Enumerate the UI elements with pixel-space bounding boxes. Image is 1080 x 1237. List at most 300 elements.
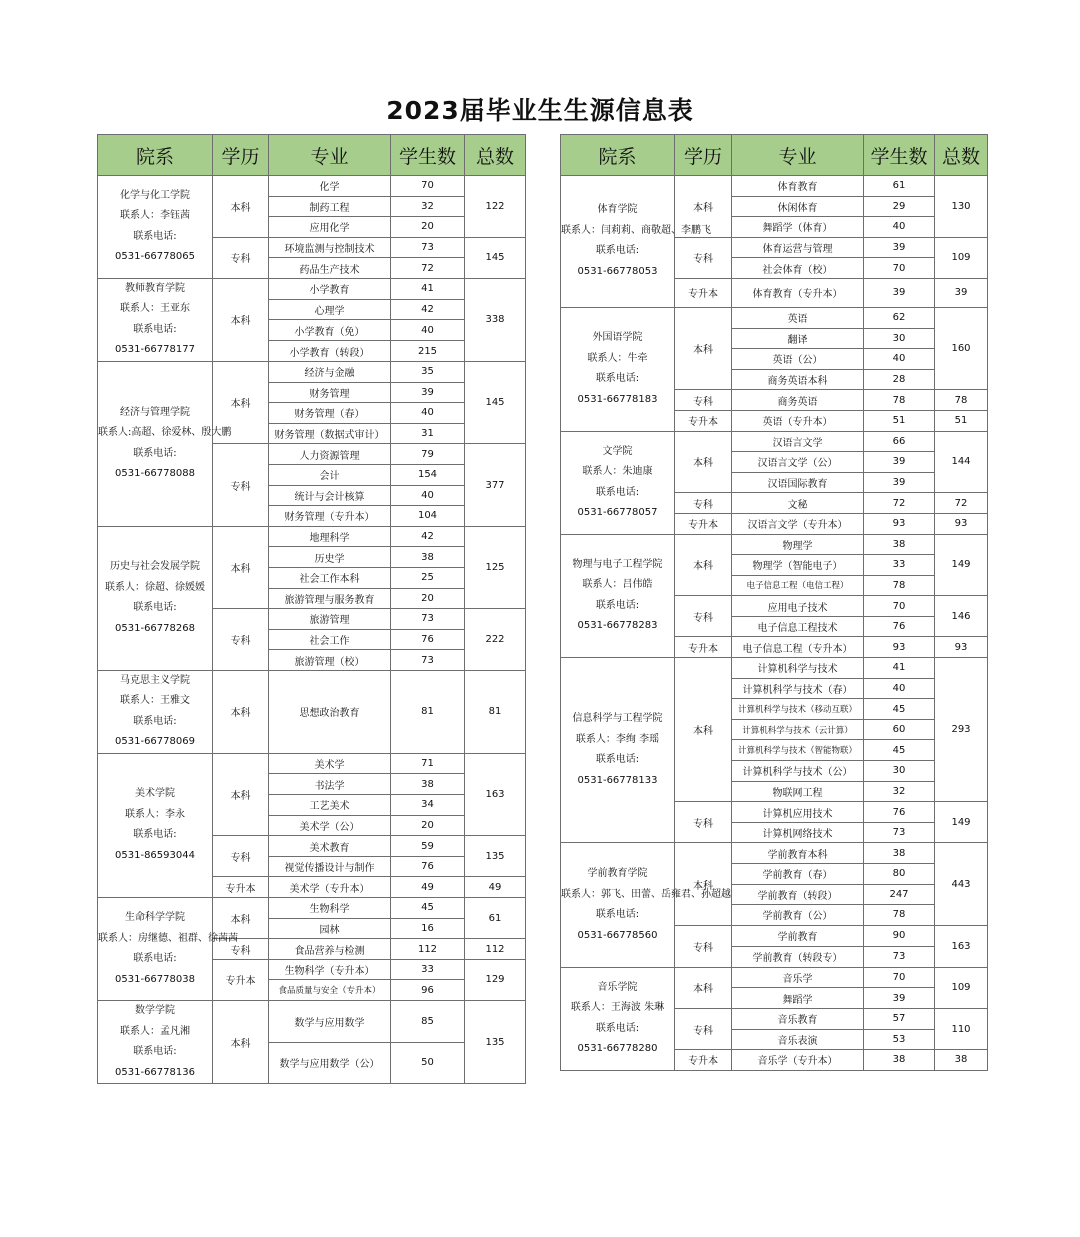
- college-cell: [98, 526, 213, 670]
- major-cell: 汉语言文学: [732, 431, 864, 452]
- total-cell: 222: [465, 609, 526, 671]
- major-cell: 美术教育: [269, 836, 391, 857]
- students-cell: 72: [864, 493, 935, 514]
- level-cell: 本科: [675, 967, 732, 1008]
- major-cell: 电子信息工程（专升本）: [732, 637, 864, 658]
- major-cell: 工艺美术: [269, 795, 391, 816]
- college-line: 联系人：王亚东: [120, 303, 190, 315]
- college-line: 0531-66778177: [115, 344, 195, 356]
- college-line: 联系人：房继德、祖群、徐茜茜: [98, 932, 238, 944]
- major-cell: 旅游管理（校）: [269, 650, 391, 671]
- major-cell: 计算机科学与技术: [732, 658, 864, 679]
- major-cell: 英语: [732, 307, 864, 328]
- college-line: 联系人：李永: [125, 808, 185, 820]
- students-cell: 73: [391, 650, 465, 671]
- header-students: 学生数: [391, 135, 465, 176]
- students-cell: 78: [864, 575, 935, 596]
- college-line: 联系电话:: [133, 829, 177, 841]
- college-line: 联系电话:: [595, 599, 640, 611]
- students-cell: 39: [391, 382, 465, 403]
- major-cell: 汉语言文学（专升本）: [732, 513, 864, 534]
- total-cell: 145: [465, 361, 526, 443]
- major-cell: 心理学: [269, 299, 391, 320]
- college-line: 数学学院: [135, 1005, 175, 1016]
- major-cell: 统计与会计核算: [269, 485, 391, 506]
- total-cell: 163: [935, 925, 988, 967]
- total-cell: 61: [465, 898, 526, 939]
- college-line: 0531-66778268: [115, 622, 195, 634]
- table-row: [561, 843, 988, 864]
- total-cell: 377: [465, 444, 526, 526]
- college-line: 马克思主义学院: [120, 674, 190, 686]
- students-cell: 38: [391, 774, 465, 795]
- college-line: 联系电话:: [595, 754, 640, 766]
- college-line: 0531-66778088: [115, 468, 195, 480]
- students-cell: 85: [391, 1001, 465, 1043]
- major-cell: 视觉传播设计与制作: [269, 856, 391, 877]
- students-cell: 93: [864, 513, 935, 534]
- total-cell: 338: [465, 278, 526, 361]
- total-cell: 125: [465, 526, 526, 608]
- major-cell: 学前教育（公）: [732, 905, 864, 926]
- students-cell: 40: [391, 320, 465, 341]
- major-cell: 音乐教育: [732, 1008, 864, 1029]
- students-cell: 33: [391, 959, 465, 980]
- college-line: 联系人：闫莉莉、商敬超、李鹏飞: [561, 224, 711, 236]
- students-cell: 73: [391, 609, 465, 630]
- level-cell: 专科: [213, 836, 269, 877]
- students-cell: 70: [864, 258, 935, 279]
- college-cell: [561, 967, 675, 1070]
- major-cell: 环境监测与控制技术: [269, 237, 391, 258]
- students-cell: 40: [391, 403, 465, 424]
- college-cell: [561, 431, 675, 534]
- students-cell: 93: [864, 637, 935, 658]
- level-cell: 本科: [213, 1001, 269, 1084]
- students-cell: 20: [391, 815, 465, 836]
- table-row: [561, 431, 988, 452]
- students-cell: 50: [391, 1042, 465, 1084]
- level-cell: 本科: [675, 431, 732, 493]
- students-cell: 40: [864, 349, 935, 370]
- table-row: [98, 526, 526, 547]
- college-line: 美术学院: [135, 788, 175, 800]
- header-level: 学历: [213, 135, 269, 176]
- level-cell: 本科: [675, 534, 732, 596]
- college-line: 0531-66778057: [577, 507, 658, 519]
- major-cell: 美术学: [269, 753, 391, 774]
- major-cell: 音乐学（专升本）: [732, 1050, 864, 1071]
- students-cell: 28: [864, 369, 935, 390]
- college-line: 联系电话:: [595, 1022, 640, 1034]
- major-cell: 物理学（智能电子）: [732, 555, 864, 576]
- total-cell: 135: [465, 836, 526, 877]
- college-line: 联系人：王雅文: [120, 695, 190, 707]
- students-cell: 33: [864, 555, 935, 576]
- students-cell: 35: [391, 361, 465, 382]
- major-cell: 旅游管理: [269, 609, 391, 630]
- major-cell: 药品生产技术: [269, 258, 391, 279]
- college-line: 联系人：郭飞、田蕾、岳雍君、孙超越: [561, 888, 731, 900]
- students-cell: 73: [391, 237, 465, 258]
- level-cell: 本科: [213, 278, 269, 361]
- college-line: 联系电话:: [133, 323, 177, 335]
- students-cell: 40: [864, 678, 935, 699]
- students-cell: 59: [391, 836, 465, 857]
- level-cell: 本科: [675, 843, 732, 925]
- major-cell: 财务管理（春）: [269, 403, 391, 424]
- table-row: [561, 658, 988, 679]
- college-line: 0531-66778038: [115, 973, 195, 985]
- students-cell: 42: [391, 526, 465, 547]
- major-cell: 小学教育（转段）: [269, 341, 391, 362]
- major-cell: 汉语国际教育: [732, 472, 864, 493]
- major-cell: 英语（专升本）: [732, 410, 864, 431]
- major-cell: 小学教育（免）: [269, 320, 391, 341]
- total-cell: 78: [935, 390, 988, 411]
- college-line: 0531-66778280: [577, 1043, 658, 1055]
- students-cell: 61: [864, 176, 935, 197]
- level-cell: 专科: [213, 609, 269, 671]
- level-cell: 专升本: [213, 877, 269, 898]
- major-cell: 食品质量与安全（专升本）: [269, 980, 391, 1001]
- total-cell: 129: [465, 959, 526, 1000]
- students-cell: 32: [864, 781, 935, 802]
- major-cell: 思想政治教育: [269, 670, 391, 753]
- college-line: 联系电话:: [133, 230, 177, 242]
- students-cell: 76: [391, 629, 465, 650]
- total-cell: 122: [465, 176, 526, 238]
- college-line: 0531-66778069: [115, 736, 195, 748]
- college-line: 联系电话:: [133, 602, 177, 614]
- level-cell: 本科: [213, 898, 269, 939]
- major-cell: 地理科学: [269, 526, 391, 547]
- college-line: 0531-66778183: [577, 393, 658, 405]
- major-cell: 财务管理（专升本）: [269, 506, 391, 527]
- students-cell: 79: [391, 444, 465, 465]
- major-cell: 体育运营与管理: [732, 237, 864, 258]
- major-cell: 学前教育（春）: [732, 864, 864, 885]
- students-cell: 40: [391, 485, 465, 506]
- major-cell: 应用化学: [269, 217, 391, 238]
- students-cell: 73: [864, 822, 935, 843]
- major-cell: 计算机应用技术: [732, 802, 864, 823]
- students-cell: 39: [864, 452, 935, 473]
- students-cell: 45: [864, 699, 935, 720]
- college-line: 0531-66778053: [577, 265, 658, 277]
- college-line: 学前教育学院: [587, 868, 648, 880]
- students-cell: 78: [864, 390, 935, 411]
- students-cell: 38: [864, 534, 935, 555]
- students-cell: 215: [391, 341, 465, 362]
- major-cell: 财务管理: [269, 382, 391, 403]
- college-line: 化学与化工学院: [120, 189, 190, 201]
- major-cell: 计算机科学与技术（移动互联）: [732, 699, 864, 720]
- level-cell: 专升本: [675, 278, 732, 307]
- major-cell: 书法学: [269, 774, 391, 795]
- students-cell: 76: [864, 616, 935, 637]
- major-cell: 文秘: [732, 493, 864, 514]
- header-college: 院系: [561, 135, 675, 176]
- table-row: [561, 176, 988, 197]
- students-cell: 49: [391, 877, 465, 898]
- students-cell: 20: [391, 588, 465, 609]
- students-cell: 41: [864, 658, 935, 679]
- header-students: 学生数: [864, 135, 935, 176]
- college-line: 0531-66778560: [577, 929, 658, 941]
- table-right: [560, 134, 988, 1071]
- major-cell: 计算机科学与技术（公）: [732, 761, 864, 782]
- students-cell: 20: [391, 217, 465, 238]
- college-cell: [98, 670, 213, 753]
- college-line: 音乐学院: [597, 981, 638, 993]
- level-cell: 专升本: [213, 959, 269, 1000]
- college-line: 联系电话:: [595, 373, 640, 385]
- college-line: 生命科学学院: [125, 912, 185, 924]
- major-cell: 电子信息工程（电信工程）: [732, 575, 864, 596]
- major-cell: 音乐学: [732, 967, 864, 988]
- major-cell: 电子信息工程技术: [732, 616, 864, 637]
- college-line: 联系人：牛牵: [587, 352, 648, 364]
- major-cell: 美术学（专升本）: [269, 877, 391, 898]
- college-line: 联系人：孟凡湘: [120, 1025, 190, 1037]
- students-cell: 62: [864, 307, 935, 328]
- total-cell: 72: [935, 493, 988, 514]
- table-row: [561, 967, 988, 988]
- level-cell: 专升本: [675, 513, 732, 534]
- total-cell: 112: [465, 939, 526, 960]
- major-cell: 应用电子技术: [732, 596, 864, 617]
- total-cell: 39: [935, 278, 988, 307]
- level-cell: 本科: [675, 307, 732, 389]
- total-cell: 145: [465, 237, 526, 278]
- students-cell: 29: [864, 196, 935, 217]
- level-cell: 本科: [675, 176, 732, 238]
- students-cell: 112: [391, 939, 465, 960]
- major-cell: 计算机网络技术: [732, 822, 864, 843]
- students-cell: 41: [391, 278, 465, 299]
- major-cell: 生物科学: [269, 898, 391, 919]
- level-cell: 专升本: [675, 410, 732, 431]
- major-cell: 体育教育（专升本）: [732, 278, 864, 307]
- students-cell: 45: [864, 740, 935, 761]
- college-cell: [98, 898, 238, 1001]
- level-cell: 专科: [675, 1008, 732, 1049]
- students-cell: 154: [391, 464, 465, 485]
- table-left: [97, 134, 526, 1084]
- header-row: [98, 135, 526, 176]
- total-cell: 293: [935, 658, 988, 802]
- major-cell: 英语（公）: [732, 349, 864, 370]
- total-cell: 109: [935, 967, 988, 1008]
- major-cell: 社会工作本科: [269, 567, 391, 588]
- college-line: 0531-66778133: [577, 774, 658, 786]
- students-cell: 73: [864, 946, 935, 967]
- college-line: 联系电话:: [133, 447, 177, 459]
- header-major: 专业: [269, 135, 391, 176]
- students-cell: 31: [391, 423, 465, 444]
- total-cell: 110: [935, 1008, 988, 1049]
- major-cell: 舞蹈学（体育）: [732, 217, 864, 238]
- total-cell: 160: [935, 307, 988, 389]
- major-cell: 商务英语: [732, 390, 864, 411]
- students-cell: 51: [864, 410, 935, 431]
- college-line: 联系电话:: [133, 953, 177, 965]
- college-line: 物理与电子工程学院: [572, 558, 663, 570]
- table-row: [98, 670, 526, 753]
- college-line: 联系人：李钰茜: [120, 210, 190, 222]
- students-cell: 104: [391, 506, 465, 527]
- major-cell: 制药工程: [269, 196, 391, 217]
- major-cell: 美术学（公）: [269, 815, 391, 836]
- major-cell: 经济与金融: [269, 361, 391, 382]
- major-cell: 物理学: [732, 534, 864, 555]
- students-cell: 39: [864, 988, 935, 1009]
- college-line: 经济与管理学院: [120, 406, 190, 418]
- college-line: 联系人：王海波 朱琳: [570, 1002, 665, 1014]
- header-major: 专业: [732, 135, 864, 176]
- college-line: 0531-66778136: [115, 1066, 195, 1078]
- major-cell: 数学与应用数学: [269, 1001, 391, 1043]
- major-cell: 化学: [269, 176, 391, 197]
- header-level: 学历: [675, 135, 732, 176]
- students-cell: 80: [864, 864, 935, 885]
- students-cell: 70: [391, 176, 465, 197]
- college-line: 0531-86593044: [115, 849, 195, 861]
- major-cell: 休闲体育: [732, 196, 864, 217]
- total-cell: 163: [465, 753, 526, 835]
- students-cell: 53: [864, 1029, 935, 1050]
- level-cell: 专升本: [675, 1050, 732, 1071]
- major-cell: 生物科学（专升本）: [269, 959, 391, 980]
- college-line: 联系人：朱迪康: [582, 466, 653, 478]
- students-cell: 45: [391, 898, 465, 919]
- major-cell: 学前教育: [732, 925, 864, 946]
- college-line: 外国语学院: [592, 332, 643, 344]
- level-cell: 本科: [213, 753, 269, 835]
- college-cell: [98, 278, 213, 361]
- students-cell: 76: [864, 802, 935, 823]
- table-row: [98, 361, 526, 382]
- college-line: 0531-66778283: [577, 620, 658, 632]
- students-cell: 39: [864, 278, 935, 307]
- students-cell: 32: [391, 196, 465, 217]
- college-line: 历史与社会发展学院: [110, 561, 200, 573]
- college-line: 联系人:高超、徐爱林、殷大鹏: [98, 427, 232, 439]
- level-cell: 专科: [675, 493, 732, 514]
- total-cell: 443: [935, 843, 988, 925]
- level-cell: 专科: [675, 802, 732, 843]
- level-cell: 专科: [675, 237, 732, 278]
- level-cell: 专科: [213, 237, 269, 278]
- students-cell: 38: [864, 1050, 935, 1071]
- major-cell: 学前教育（转段）: [732, 884, 864, 905]
- college-line: 文学院: [602, 445, 633, 457]
- students-cell: 96: [391, 980, 465, 1001]
- students-cell: 30: [864, 328, 935, 349]
- major-cell: 社会体育（校）: [732, 258, 864, 279]
- students-cell: 81: [391, 670, 465, 753]
- major-cell: 音乐表演: [732, 1029, 864, 1050]
- level-cell: 专科: [213, 444, 269, 526]
- total-cell: 81: [465, 670, 526, 753]
- college-line: 联系电话:: [133, 1046, 177, 1057]
- major-cell: 计算机科学与技术（智能物联）: [732, 740, 864, 761]
- table-row: [561, 307, 988, 328]
- major-cell: 翻译: [732, 328, 864, 349]
- college-cell: [561, 534, 675, 658]
- major-cell: 计算机科学与技术（云计算）: [732, 719, 864, 740]
- total-cell: 93: [935, 513, 988, 534]
- major-cell: 财务管理（数据式审计）: [269, 423, 391, 444]
- level-cell: 本科: [213, 361, 269, 443]
- table-row: [98, 176, 526, 197]
- total-cell: 149: [935, 802, 988, 843]
- students-cell: 70: [864, 596, 935, 617]
- total-cell: 38: [935, 1050, 988, 1071]
- major-cell: 舞蹈学: [732, 988, 864, 1009]
- major-cell: 会计: [269, 464, 391, 485]
- major-cell: 商务英语本科: [732, 369, 864, 390]
- major-cell: 园林: [269, 918, 391, 939]
- level-cell: 专科: [675, 925, 732, 967]
- total-cell: 93: [935, 637, 988, 658]
- major-cell: 体育教育: [732, 176, 864, 197]
- header-total: 总数: [935, 135, 988, 176]
- college-cell: [98, 361, 232, 526]
- students-cell: 66: [864, 431, 935, 452]
- level-cell: 专科: [675, 596, 732, 637]
- total-cell: 135: [465, 1001, 526, 1084]
- students-cell: 40: [864, 217, 935, 238]
- table-row: [98, 753, 526, 774]
- major-cell: 旅游管理与服务教育: [269, 588, 391, 609]
- students-cell: 38: [864, 843, 935, 864]
- major-cell: 社会工作: [269, 629, 391, 650]
- major-cell: 学前教育（转段专）: [732, 946, 864, 967]
- total-cell: 149: [935, 534, 988, 596]
- table-row: [98, 898, 526, 919]
- major-cell: 数学与应用数学（公）: [269, 1042, 391, 1084]
- college-line: 0531-66778065: [115, 251, 195, 263]
- students-cell: 76: [391, 856, 465, 877]
- total-cell: 130: [935, 176, 988, 238]
- level-cell: 专科: [675, 390, 732, 411]
- total-cell: 146: [935, 596, 988, 637]
- students-cell: 30: [864, 761, 935, 782]
- header-total: 总数: [465, 135, 526, 176]
- college-line: 联系电话:: [595, 909, 640, 921]
- major-cell: 历史学: [269, 547, 391, 568]
- college-line: 体育学院: [597, 204, 638, 216]
- total-cell: 144: [935, 431, 988, 493]
- header-college: 院系: [98, 135, 213, 176]
- students-cell: 60: [864, 719, 935, 740]
- major-cell: 小学教育: [269, 278, 391, 299]
- page-title: 2023届毕业生生源信息表: [386, 96, 694, 125]
- college-cell: [98, 753, 213, 897]
- college-line: 联系电话:: [133, 715, 177, 727]
- college-line: 联系人：李绚 李瑶: [575, 733, 660, 745]
- college-line: 联系人：徐超、徐媛媛: [105, 581, 205, 593]
- students-cell: 72: [391, 258, 465, 279]
- college-cell: [98, 1001, 213, 1084]
- total-cell: 109: [935, 237, 988, 278]
- major-cell: 学前教育本科: [732, 843, 864, 864]
- college-line: 联系电话:: [595, 486, 640, 498]
- major-cell: 物联网工程: [732, 781, 864, 802]
- college-line: 联系电话:: [595, 245, 640, 257]
